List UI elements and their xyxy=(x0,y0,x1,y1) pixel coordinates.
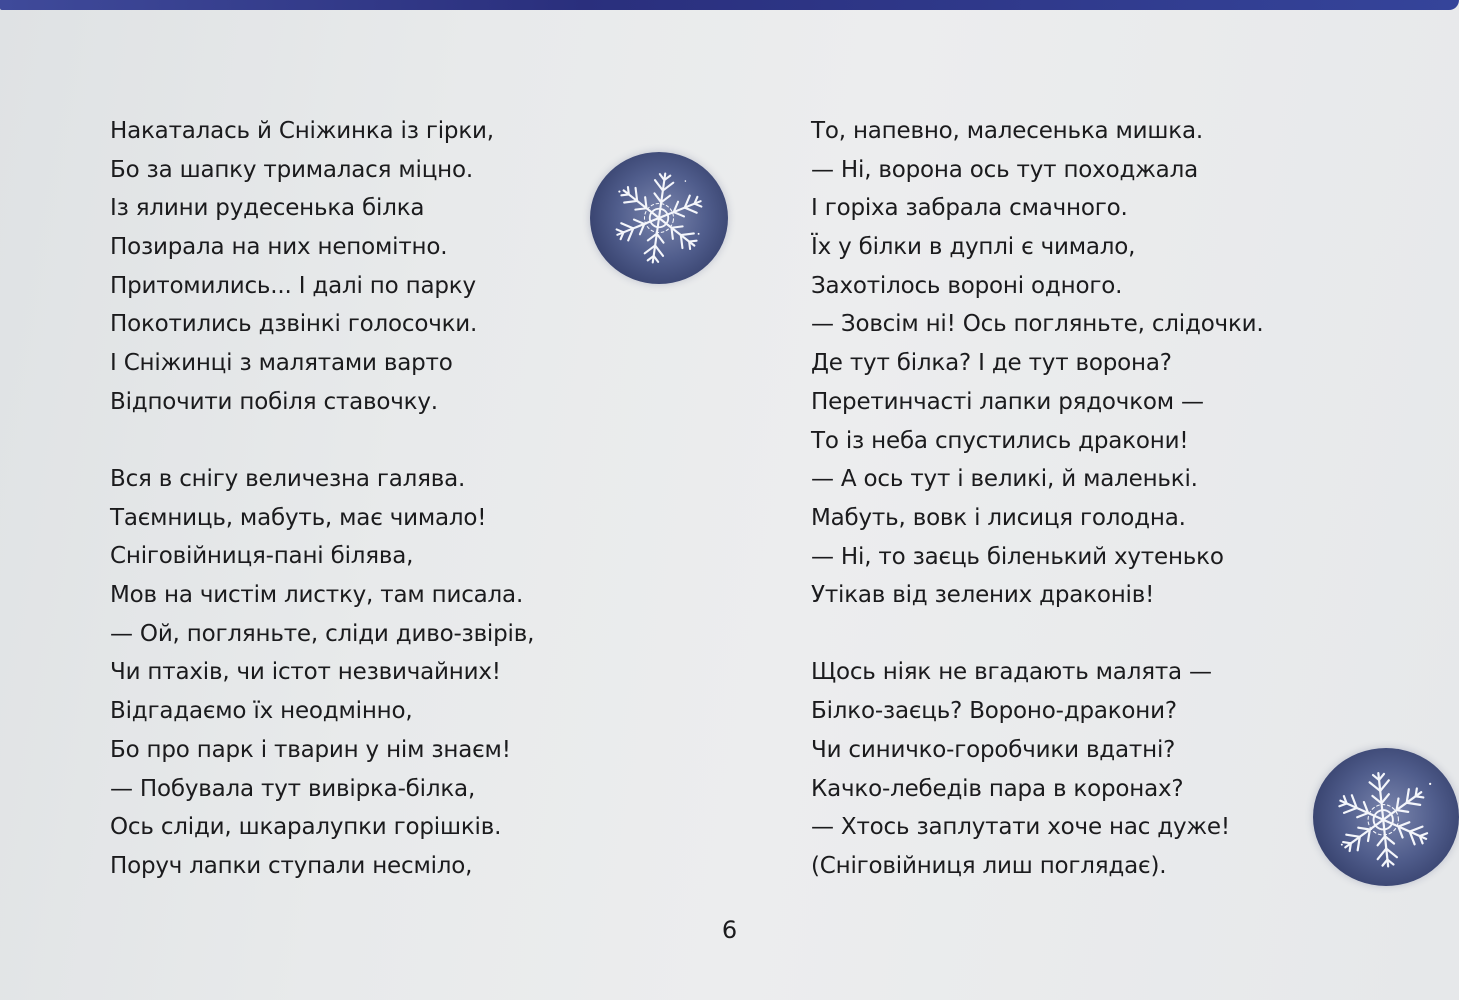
stanza xyxy=(811,112,1371,615)
poem-line: Їх у білки в дуплі є чимало, xyxy=(811,234,1136,261)
poem-line: — Ой, погляньте, сліди диво-звірів, xyxy=(110,620,535,647)
poem-line: Чи птахів, чи істот незвичайних! xyxy=(110,659,501,686)
poem-line: Притомились... І далі по парку xyxy=(110,272,476,299)
poem-line: Чи синичко-горобчики вдатні? xyxy=(811,736,1176,763)
poem-line: Захотілось вороні одного. xyxy=(811,272,1123,299)
poem-line: Ось сліди, шкаралупки горішків. xyxy=(110,814,502,841)
poem-line: Сніговійниця-пані білява, xyxy=(110,543,414,570)
poem-line: І Сніжинці з малятами варто xyxy=(110,350,453,377)
poem-line: Таємниць, мабуть, має чимало! xyxy=(110,504,487,531)
poem-line: Вся в снігу величезна галява. xyxy=(110,466,466,492)
poem-line: Мабуть, вовк і лисиця голодна. xyxy=(811,504,1186,531)
poem-line: Качко-лебедів пара в коронах? xyxy=(811,775,1184,802)
snowflake-icon xyxy=(1313,748,1459,886)
poem-line: Бо про парк і тварин у нім знаєм! xyxy=(110,736,511,763)
poem-line: Позирала на них непомітно. xyxy=(110,234,448,261)
poem-line: Мов на чистім листку, там писала. xyxy=(110,582,524,609)
stanza xyxy=(811,653,1371,885)
poem-line: Із ялини рудесенька білка xyxy=(110,195,425,222)
top-decorative-band xyxy=(0,0,1459,10)
poem-line: Відпочити побіля ставочку. xyxy=(110,388,438,415)
poem-line: То із неба спустились дракони! xyxy=(811,427,1189,454)
poem-line: Відгадаємо їх неодмінно, xyxy=(110,698,413,725)
poem-line: — Ні, ворона ось тут походжала xyxy=(811,156,1198,183)
stanza xyxy=(110,460,710,886)
poem-line: — Побувала тут вивірка-білка, xyxy=(110,775,476,802)
poem-line: Білко-заєць? Вороно-дракони? xyxy=(811,698,1177,725)
poem-line: Бо за шапку трималася міцно. xyxy=(110,156,473,183)
poem-line: — Хтось заплутати хоче нас дуже! xyxy=(811,814,1230,841)
right-poem-column xyxy=(811,112,1371,924)
poem-line: (Сніговійниця лиш поглядає). xyxy=(811,852,1167,879)
poem-line: Щось ніяк не вгадають малята — xyxy=(811,659,1212,686)
snowflake-ornament xyxy=(1313,748,1459,886)
poem-line: — Зовсім ні! Ось погляньте, слідочки. xyxy=(811,311,1264,338)
poem-line: І горіха забрала смачного. xyxy=(811,195,1128,222)
snowflake-icon xyxy=(590,152,728,284)
poem-line: Перетинчасті лапки рядочком — xyxy=(811,388,1204,415)
poem-line: Поруч лапки ступали несміло, xyxy=(110,852,473,879)
poem-line: То, напевно, малесенька мишка. xyxy=(811,118,1203,144)
poem-line: — Ні, то заєць біленький хутенько xyxy=(811,543,1224,570)
poem-line: Покотились дзвінкі голосочки. xyxy=(110,311,478,338)
snowflake-ornament xyxy=(590,152,728,284)
poem-line: Накаталась й Сніжинка із гірки, xyxy=(110,118,494,144)
page-number: 6 xyxy=(721,916,738,944)
poem-line: Де тут білка? І де тут ворона? xyxy=(811,350,1172,377)
poem-line: — А ось тут і великі, й маленькі. xyxy=(811,466,1198,493)
poem-line: Утікав від зелених драконів! xyxy=(811,582,1155,609)
